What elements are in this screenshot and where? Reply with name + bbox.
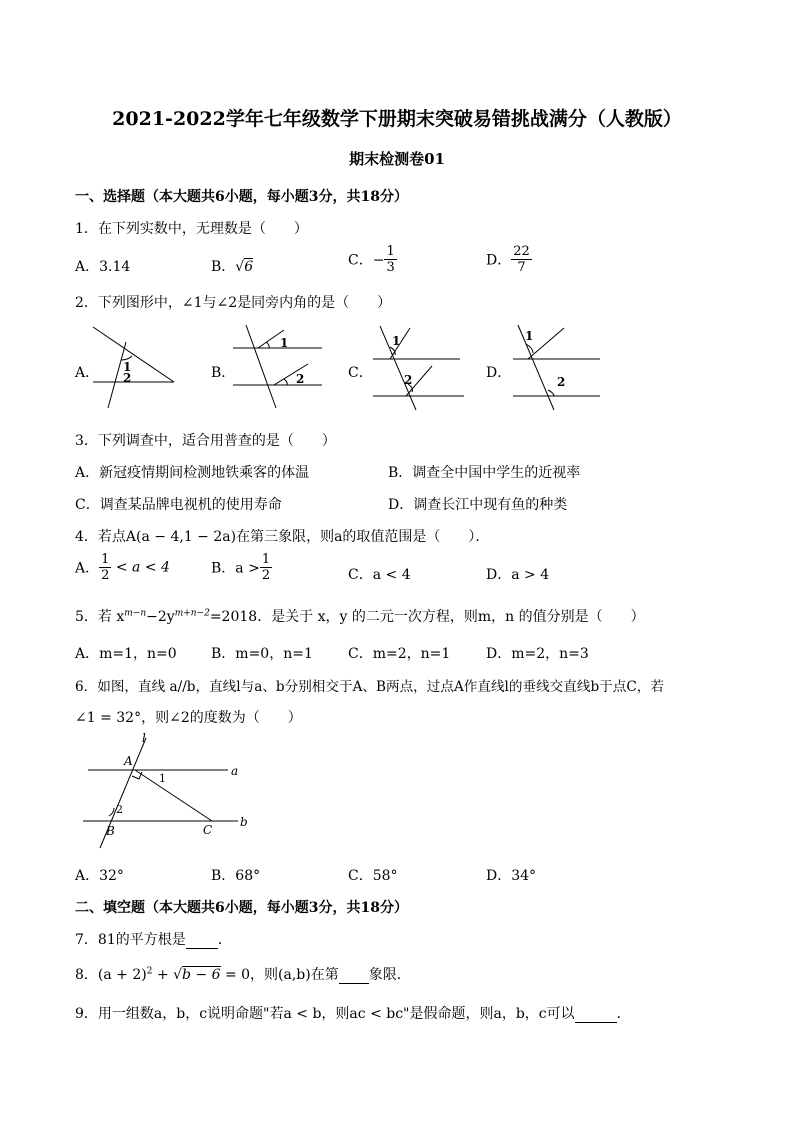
q8-answer-blank xyxy=(339,967,369,984)
q4-option-d: D．a > 4 xyxy=(486,567,550,583)
question-4-stem: 4．若点A(a − 4,1 − 2a)在第三象限，则a的取值范围是（ ）． xyxy=(75,529,490,545)
page-title: 2021-2022学年七年级数学下册期末突破易错挑战满分（人教版） xyxy=(112,108,682,130)
angle-2-label: 2 xyxy=(123,371,132,385)
q1-c-numerator: 1 xyxy=(386,244,395,259)
q1-option-c xyxy=(348,244,397,275)
q2-option-d: D． xyxy=(486,365,512,381)
q1-option-b xyxy=(211,256,253,276)
q2-figure-d xyxy=(508,322,604,412)
q5-option-d: D．m=2，n=3 xyxy=(486,646,589,662)
angle-1-label: 1 xyxy=(123,360,132,374)
q1-option-a: A．3.14 xyxy=(75,259,131,275)
question-6-stem-line-2: ∠1 = 32°，则∠2的度数为（ ） xyxy=(75,710,302,726)
q8-tail: 象限． xyxy=(368,967,411,983)
question-8 xyxy=(75,964,411,984)
q4-option-c: C．a < 4 xyxy=(348,567,411,583)
q1-d-denominator: 7 xyxy=(517,260,526,275)
q2-figure-b xyxy=(228,322,328,412)
q2-option-b: B． xyxy=(211,365,236,381)
q7-answer-blank xyxy=(186,932,218,949)
q9-tail: ． xyxy=(616,1006,631,1022)
q4-option-a-tail: < a < 4 xyxy=(115,559,170,576)
q1-d-numerator: 22 xyxy=(513,244,530,259)
q9-stem: 9．用一组数a，b，c说明命题"若a < b，则ac < bc"是假命题，则a，b，c可以 xyxy=(75,1006,575,1022)
q6-label-1: 1 xyxy=(159,772,166,785)
question-9 xyxy=(75,1003,631,1023)
q6-label-A: A xyxy=(124,754,133,768)
q3-option-a: A．新冠疫情期间检测地铁乘客的体温 xyxy=(75,465,310,481)
q5-stem-pre: 5．若 x xyxy=(75,609,125,625)
q5-option-b: B．m=0，n=1 xyxy=(211,646,313,662)
page-subtitle: 期末检测卷01 xyxy=(349,150,445,168)
svg-text:1: 1 xyxy=(392,334,401,348)
svg-text:1: 1 xyxy=(280,336,289,350)
q8-exponent: 2 xyxy=(146,966,153,977)
q1-option-b-label: B． xyxy=(211,259,236,275)
q7-stem: 7．81的平方根是 xyxy=(75,932,186,948)
q3-option-d: D．调查长江中现有鱼的种类 xyxy=(388,497,568,513)
question-1-stem: 1．在下列实数中，无理数是（ ） xyxy=(75,221,308,237)
q5-exponent-1: m−n xyxy=(124,608,147,619)
q4-option-b-label: B．a > xyxy=(211,560,260,577)
q6-label-B: B xyxy=(106,824,115,838)
q6-label-b: b xyxy=(240,815,248,829)
q5-option-a: A．m=1，n=0 xyxy=(75,646,177,662)
q6-label-a: a xyxy=(231,764,239,778)
q1-option-b-value: 6 xyxy=(244,259,254,275)
svg-text:2: 2 xyxy=(296,372,305,386)
q2-figure-c xyxy=(368,322,468,412)
q2-figure-a xyxy=(88,322,180,412)
q4-b-denominator: 2 xyxy=(261,568,271,583)
q6-option-a: A．32° xyxy=(75,868,124,884)
q6-label-2: 2 xyxy=(116,803,123,816)
svg-text:1: 1 xyxy=(525,329,534,343)
question-7 xyxy=(75,929,232,949)
sqrt-symbol: √ xyxy=(173,967,183,983)
q4-option-b xyxy=(211,552,272,583)
q6-label-l: l xyxy=(142,731,146,745)
q1-option-c-label: C．− xyxy=(348,252,385,269)
q2-option-a: A． xyxy=(75,365,100,381)
q6-label-C: C xyxy=(203,823,213,837)
q4-a-denominator: 2 xyxy=(101,568,110,583)
section-1-heading: 一、选择题（本大题共6小题，每小题3分，共18分） xyxy=(75,189,408,205)
q5-stem-post: =2018．是关于 x，y 的二元一次方程，则m，n 的值分别是（ ） xyxy=(209,609,645,625)
q1-option-d-label: D． xyxy=(486,252,512,269)
q5-stem-mid: −2y xyxy=(146,609,175,625)
svg-text:2: 2 xyxy=(404,373,413,387)
q6-option-d: D．34° xyxy=(486,868,537,884)
q3-option-c: C．调查某品牌电视机的使用寿命 xyxy=(75,497,282,513)
q7-tail: ． xyxy=(217,932,232,948)
question-3-stem: 3．下列调查中，适合用普查的是（ ） xyxy=(75,433,336,449)
q3-option-b: B．调查全中国中学生的近视率 xyxy=(388,465,581,481)
q8-pre: 8．(a + 2) xyxy=(75,967,147,983)
q8-plus: + xyxy=(152,967,174,983)
svg-text:2: 2 xyxy=(557,375,566,389)
q8-mid: = 0，则(a,b)在第 xyxy=(220,967,339,983)
sqrt-symbol: √ xyxy=(235,259,245,275)
q2-option-c: C． xyxy=(348,365,373,381)
section-2-heading: 二、填空题（本大题共6小题，每小题3分，共18分） xyxy=(75,900,408,916)
q9-answer-blank xyxy=(575,1006,617,1023)
q4-b-numerator: 1 xyxy=(261,552,271,567)
q6-figure xyxy=(78,728,258,856)
q4-a-numerator: 1 xyxy=(101,552,110,567)
q5-exponent-2: m+n−2 xyxy=(174,608,210,619)
q4-option-a-label: A． xyxy=(75,560,100,577)
q6-option-b: B．68° xyxy=(211,868,261,884)
q4-option-a xyxy=(75,552,170,583)
question-6-stem-line-1: 6．如图，直线 a//b，直线l与a、b分别相交于A、B两点，过点A作直线l的垂线交直线b于点C，若 xyxy=(75,679,664,695)
q1-c-denominator: 3 xyxy=(386,260,395,275)
q5-option-c: C．m=2，n=1 xyxy=(348,646,451,662)
question-2-stem: 2．下列图形中，∠1与∠2是同旁内角的是（ ） xyxy=(75,295,392,311)
q1-option-d xyxy=(486,244,532,275)
q6-option-c: C．58° xyxy=(348,868,398,884)
q8-radicand: b − 6 xyxy=(182,967,221,983)
question-5-stem xyxy=(75,606,645,626)
